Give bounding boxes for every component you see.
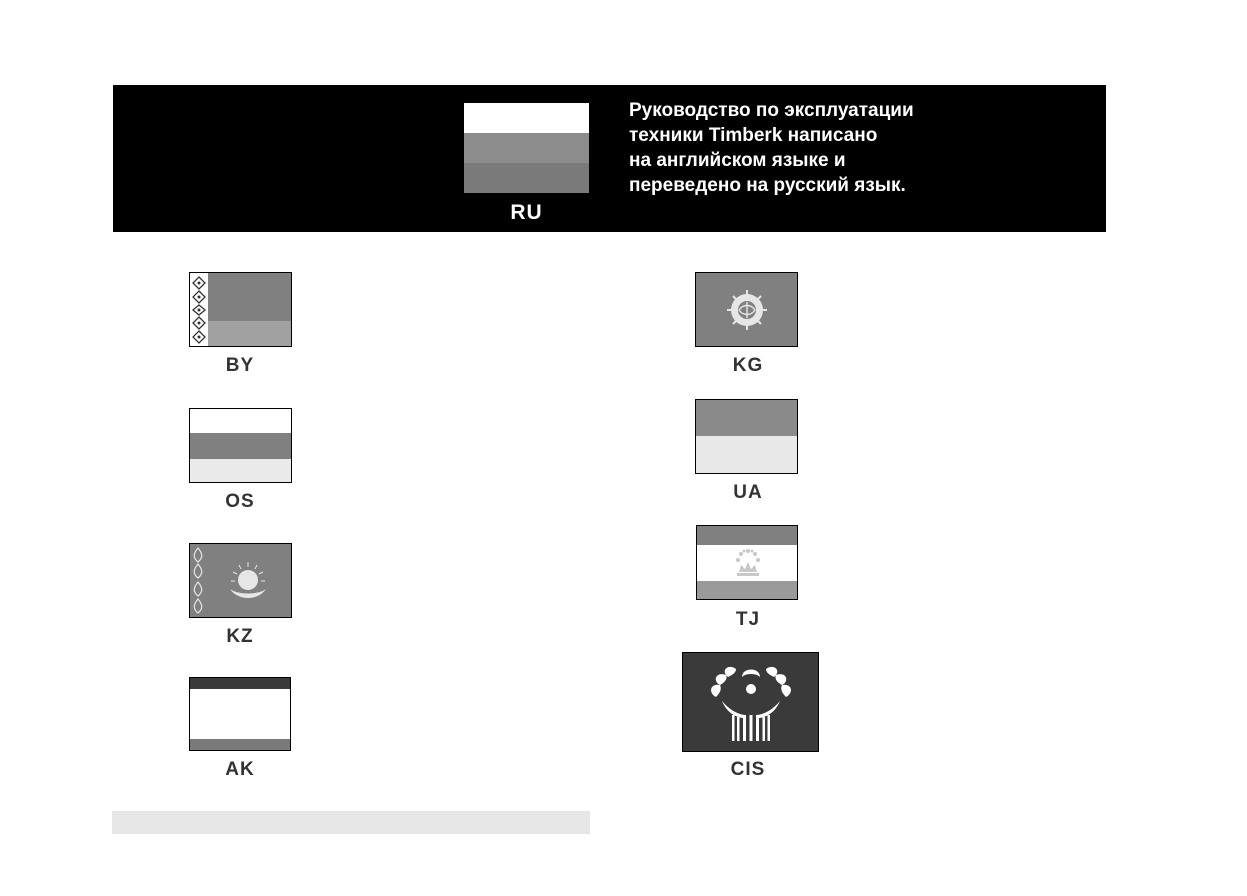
kyrgyzstan-flag-icon: [695, 272, 798, 347]
ukraine-flag-icon: [695, 399, 798, 474]
banner-line-3: на английском языке и: [629, 150, 846, 171]
os-code-label: OS: [225, 491, 255, 512]
kazakhstan-flag-icon: [189, 543, 292, 618]
south-ossetia-flag-icon: [189, 408, 292, 483]
banner-line-4: переведено на русский язык.: [629, 175, 906, 196]
banner-notice-text: [629, 98, 1009, 198]
tajikistan-flag-icon: [696, 525, 798, 600]
belarus-flag-icon: [189, 272, 292, 347]
language-banner: [113, 85, 1106, 232]
tj-code-label: TJ: [735, 609, 761, 630]
by-code-label: BY: [225, 355, 255, 376]
banner-line-2: техники Timberk написано: [629, 125, 878, 146]
ua-code-label: UA: [733, 482, 763, 503]
russia-flag-icon: [464, 103, 589, 193]
banner-line-1: Руководство по эксплуатации: [629, 100, 914, 121]
cis-emblem-icon: [682, 652, 819, 752]
abkhazia-flag-icon: [189, 677, 291, 751]
cis-code-label: CIS: [730, 759, 766, 780]
ru-code-label: RU: [510, 201, 543, 224]
kz-code-label: KZ: [226, 626, 254, 647]
footer-bar: [112, 811, 590, 834]
ak-code-label: AK: [225, 759, 255, 780]
kg-code-label: KG: [732, 355, 764, 376]
